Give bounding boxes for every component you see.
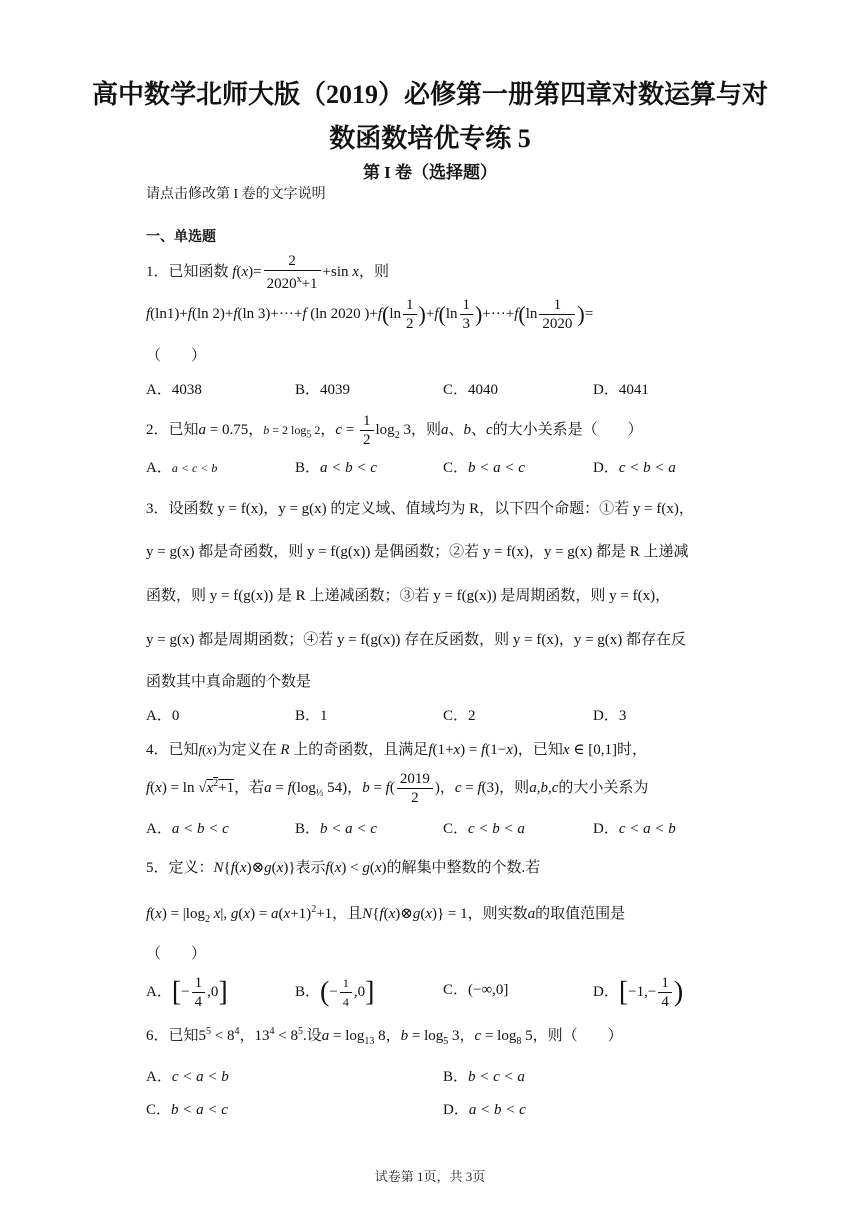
section-heading: 第 I 卷（选择题） xyxy=(362,163,498,182)
q1-stem xyxy=(146,252,389,293)
q1-option-c[interactable]: C．4040 xyxy=(443,382,499,398)
page-title-line1: 高中数学北师大版（2019）必修第一册第四章对数运算与对 xyxy=(91,80,768,109)
q4-option-d[interactable]: D．c < a < b xyxy=(593,821,676,837)
q1-option-a[interactable]: A．4038 xyxy=(146,382,202,398)
q4-stem-line2: $f(x) = \ln √x^2+1$，若$a = f(\log_{\frac{1}{3}}$ 54)，b = f( $\frac{2019}{2}$ )，c = f(3)，则a,b,c的大小关系为 xyxy=(146,771,649,806)
q2-option-d[interactable]: D．c < b < a xyxy=(593,460,676,476)
q3-option-b[interactable]: B．1 xyxy=(295,708,328,724)
q3-line5: 函数其中真命题的个数是 xyxy=(146,674,312,690)
q1-function: f(x)= $\frac{2}{2020^x+1}$ +sin x xyxy=(232,253,359,292)
q2-option-a[interactable]: A．a < c < b xyxy=(146,460,218,476)
q3-option-d[interactable]: D．3 xyxy=(593,708,627,724)
q6-option-c[interactable]: C．b < a < c xyxy=(146,1102,228,1118)
q1-tail: ，则 xyxy=(358,263,389,280)
q4-stem-line1: 4．已知f(x)为定义在 R 上的奇函数，且满足f(1+x) = f(1−x)，已知x ∈ [0,1]时， xyxy=(146,742,647,758)
q5-paren: （ ） xyxy=(146,946,207,962)
q3-line4: y = g(x) 都是周期函数；④若 y = f(g(x)) 存在反函数，则 y = f(x)，y = g(x) 都存在反 xyxy=(146,632,687,648)
q5-option-d[interactable]: D．[−1,− $\frac{1}{4}$ ) xyxy=(593,975,684,1010)
q1-expression: f(ln1)+f(ln 2)+f(ln 3)+···+f (ln 2020 )+f(ln $\frac{1}{2}$ )+f(ln $\frac{1}{3}$ )+···+f(ln $\frac{1}{2020}$ )= xyxy=(146,297,594,332)
q5-stem-line1: 5．定义：N{f(x)⊗g(x)}表示f(x) < g(x)的解集中整数的个数.若 xyxy=(146,860,541,876)
q6-stem: 6．已知$5^5 < 8^4$，$13^4 < 8^5$.设$a = \log_{13} 8$，$b = \log_5 3$，$c = \log_8 5$，则（ ） xyxy=(146,1026,623,1047)
q4-option-c[interactable]: C．c < b < a xyxy=(443,821,525,837)
q3-line2: y = g(x) 都是奇函数，则 y = f(g(x)) 是偶函数；②若 y = f(x)，y = g(x) 都是 R 上递减 xyxy=(146,544,689,560)
part-heading: 一、单选题 xyxy=(146,230,216,245)
q2-option-b[interactable]: B．a < b < c xyxy=(295,460,377,476)
q2-stem: 2．已知a = 0.75，b = 2 $\log_5 2$，c = $\frac{1}{2}$ $\log_2 3$，则a、b、c的大小关系是（ ） xyxy=(146,413,643,448)
q2-option-c[interactable]: C．b < a < c xyxy=(443,460,525,476)
q5-option-a[interactable]: A．[− $\frac{1}{4}$ ,0] xyxy=(146,975,228,1010)
q3-option-c[interactable]: C．2 xyxy=(443,708,476,724)
q6-option-a[interactable]: A．c < a < b xyxy=(146,1069,229,1085)
q5-option-b[interactable]: B．(− $\frac{1}{4}$ ,0] xyxy=(295,976,375,1009)
section-note[interactable]: 请点击修改第 I 卷的文字说明 xyxy=(146,187,326,202)
page-title-line2: 数函数培优专练 5 xyxy=(329,124,531,153)
q1-option-d[interactable]: D．4041 xyxy=(593,382,649,398)
q3-line3: 函数，则 y = f(g(x)) 是 R 上递减函数；③若 y = f(g(x)) 是周期函数，则 y = f(x)， xyxy=(146,588,671,604)
q6-option-d[interactable]: D．a < b < c xyxy=(443,1102,526,1118)
q1-paren: （ ） xyxy=(146,348,207,364)
q5-option-c[interactable]: C．(−∞,0] xyxy=(443,982,509,998)
q3-line1: 3．设函数 y = f(x)，y = g(x) 的定义域、值域均为 R，以下四个命题：①若 y = f(x)， xyxy=(146,501,694,517)
q4-option-b[interactable]: B．b < a < c xyxy=(295,821,377,837)
page-footer: 试卷第 1页，共 3页 xyxy=(374,1169,486,1184)
q1-lead: 1．已知函数 xyxy=(146,263,229,280)
q6-option-b[interactable]: B．b < c < a xyxy=(443,1069,525,1085)
q1-option-b[interactable]: B．4039 xyxy=(295,382,351,398)
q5-stem-line2: $f(x) = |\log_2$ x|, $g(x) = a(x+1)^2+1$，且N{f(x)⊗g(x)} = 1，则实数a的取值范围是 xyxy=(146,904,626,925)
q4-option-a[interactable]: A．a < b < c xyxy=(146,821,229,837)
q3-option-a[interactable]: A．0 xyxy=(146,708,180,724)
